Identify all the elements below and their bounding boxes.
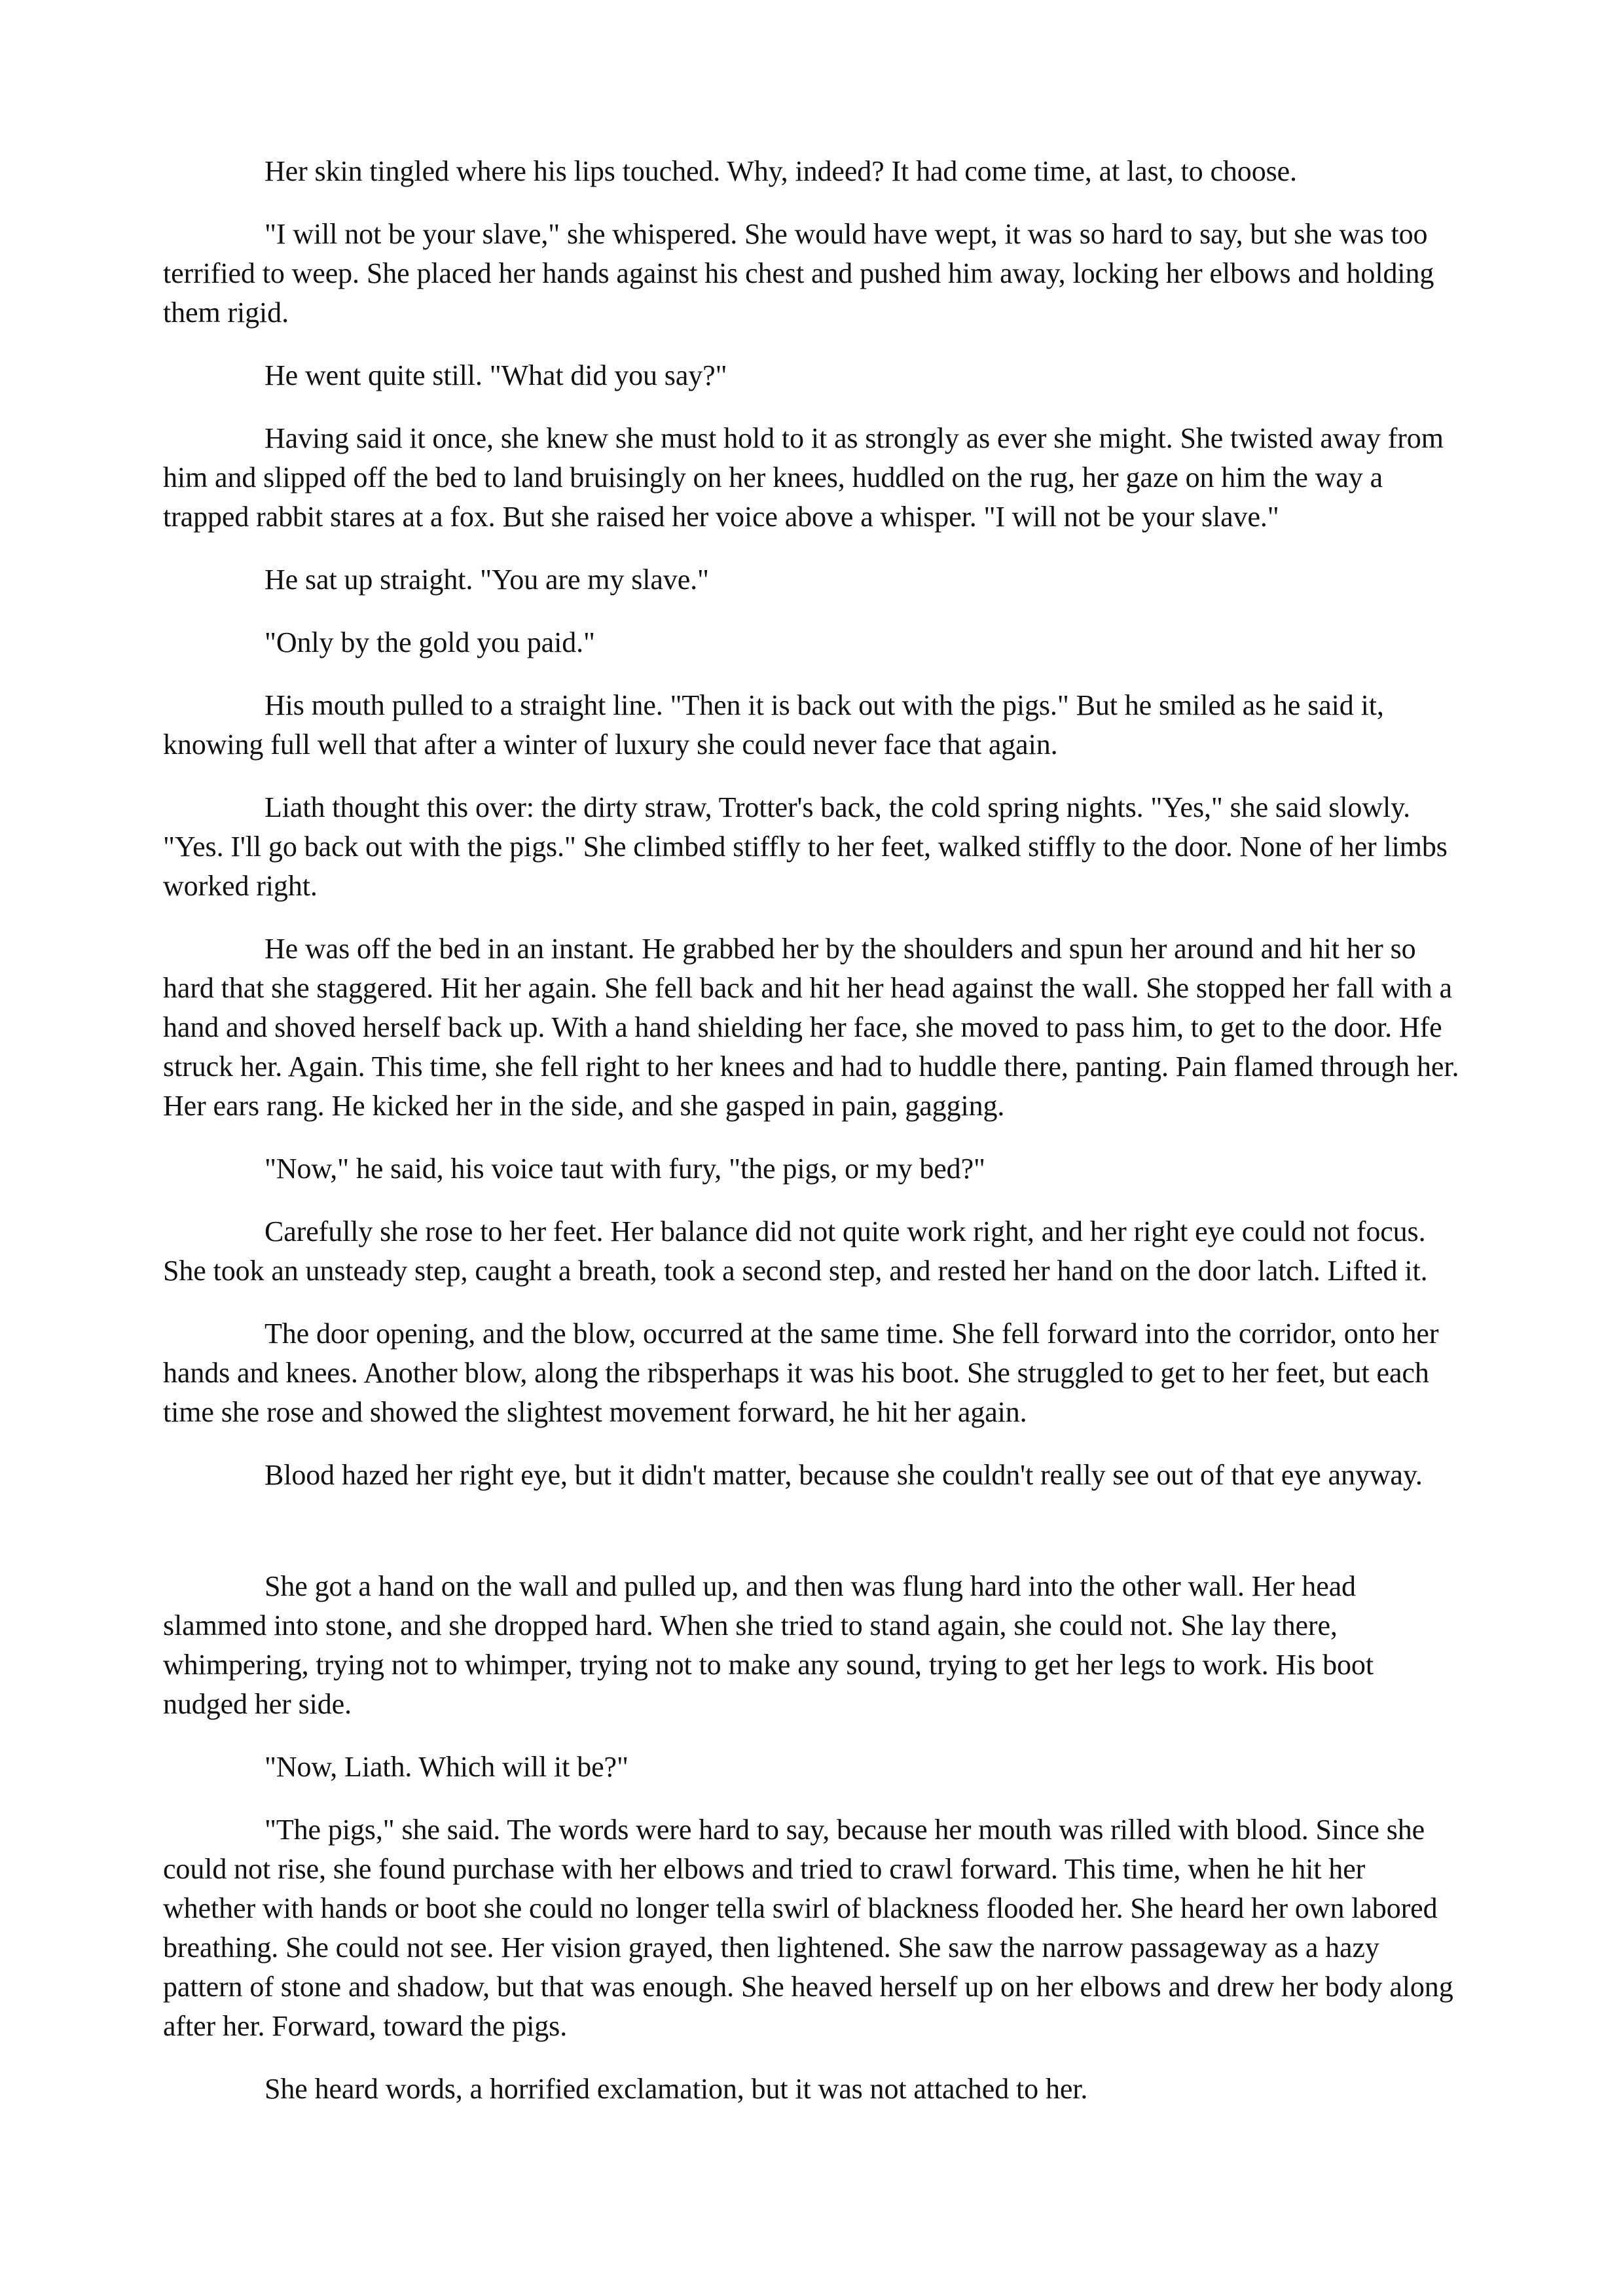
paragraph: "The pigs," she said. The words were hard to say, because her mouth was rilled with blood. Since she could not rise, she found purchase with her elbows and tried to crawl forward. This time, when he hit her whether with hands or boot she could no longer tella swirl of blackness flooded her. She heard her own labored breathing. She could not see. Her vision grayed, then lightened. She saw the narrow passageway as a hazy pattern of stone and shadow, but that was enough. She heaved herself up on her elbows and drew her body along after her. Forward, toward the pigs. bbox=[163, 1814, 1453, 2042]
paragraph: She heard words, a horrified exclamation, but it was not attached to her. bbox=[264, 2073, 1088, 2105]
paragraph: Her skin tingled where his lips touched. Why, indeed? It had come time, at last, to choose. bbox=[264, 155, 1297, 187]
paragraph: His mouth pulled to a straight line. "Then it is back out with the pigs." But he smiled as he said it, knowing full well that after a winter of luxury she could never face that again. bbox=[163, 689, 1384, 761]
paragraph: "Now," he said, his voice taut with fury, "the pigs, or my bed?" bbox=[264, 1153, 985, 1185]
paragraph: The door opening, and the blow, occurred at the same time. She fell forward into the corridor, onto her hands and knees. Another blow, along the ribsperhaps it was his boot. She struggled to get to her feet, but each time she rose and showed the slightest movement forward, he hit her again. bbox=[163, 1318, 1439, 1428]
paragraph: Having said it once, she knew she must hold to it as strongly as ever she might. She twisted away from him and slipped off the bed to land bruisingly on her knees, huddled on the rug, her gaze on him the way a trapped rabbit stares at a fox. But she raised her voice above a whisper. "I will not be your slave." bbox=[163, 422, 1444, 533]
paragraph: He sat up straight. "You are my slave." bbox=[264, 564, 709, 596]
paragraph: "Only by the gold you paid." bbox=[264, 626, 595, 658]
paragraph: He was off the bed in an instant. He grabbed her by the shoulders and spun her around and hit her so hard that she staggered. Hit her again. She fell back and hit her head against the wall. She stopped her fall with a hand and shoved herself back up. With a hand shielding her face, she moved to pass him, to get to the door. Hfe struck her. Again. This time, she fell right to her knees and had to huddle there, panting. Pain flamed through her. Her ears rang. He kicked her in the side, and she gasped in pain, gagging. bbox=[163, 933, 1459, 1122]
paragraph: Liath thought this over: the dirty straw, Trotter's back, the cold spring nights. "Yes," she said slowly. "Yes. I'll go back out with the pigs." She climbed stiffly to her feet, walked stiffly to the door. None of her limbs worked right. bbox=[163, 791, 1448, 902]
paragraph: Blood hazed her right eye, but it didn't matter, because she couldn't really see out of that eye anyway. bbox=[264, 1459, 1423, 1491]
paragraph: "I will not be your slave," she whispered. She would have wept, it was so hard to say, but she was too terrified to weep. She placed her hands against his chest and pushed him away, locking her elbows and holding them rigid. bbox=[163, 218, 1434, 329]
text-body bbox=[163, 152, 1460, 2109]
paragraph: He went quite still. "What did you say?" bbox=[264, 359, 727, 391]
paragraph: "Now, Liath. Which will it be?" bbox=[264, 1751, 629, 1783]
paragraph: She got a hand on the wall and pulled up, and then was flung hard into the other wall. Her head slammed into stone, and she dropped hard. When she tried to stand again, she could not. She lay there, whimpering, trying not to whimper, trying not to make any sound, trying to get her legs to work. His boot nudged her side. bbox=[163, 1570, 1374, 1720]
paragraph: Carefully she rose to her feet. Her balance did not quite work right, and her right eye could not focus. She took an unsteady step, caught a breath, took a second step, and rested her hand on the door latch. Lifted it. bbox=[163, 1215, 1428, 1287]
